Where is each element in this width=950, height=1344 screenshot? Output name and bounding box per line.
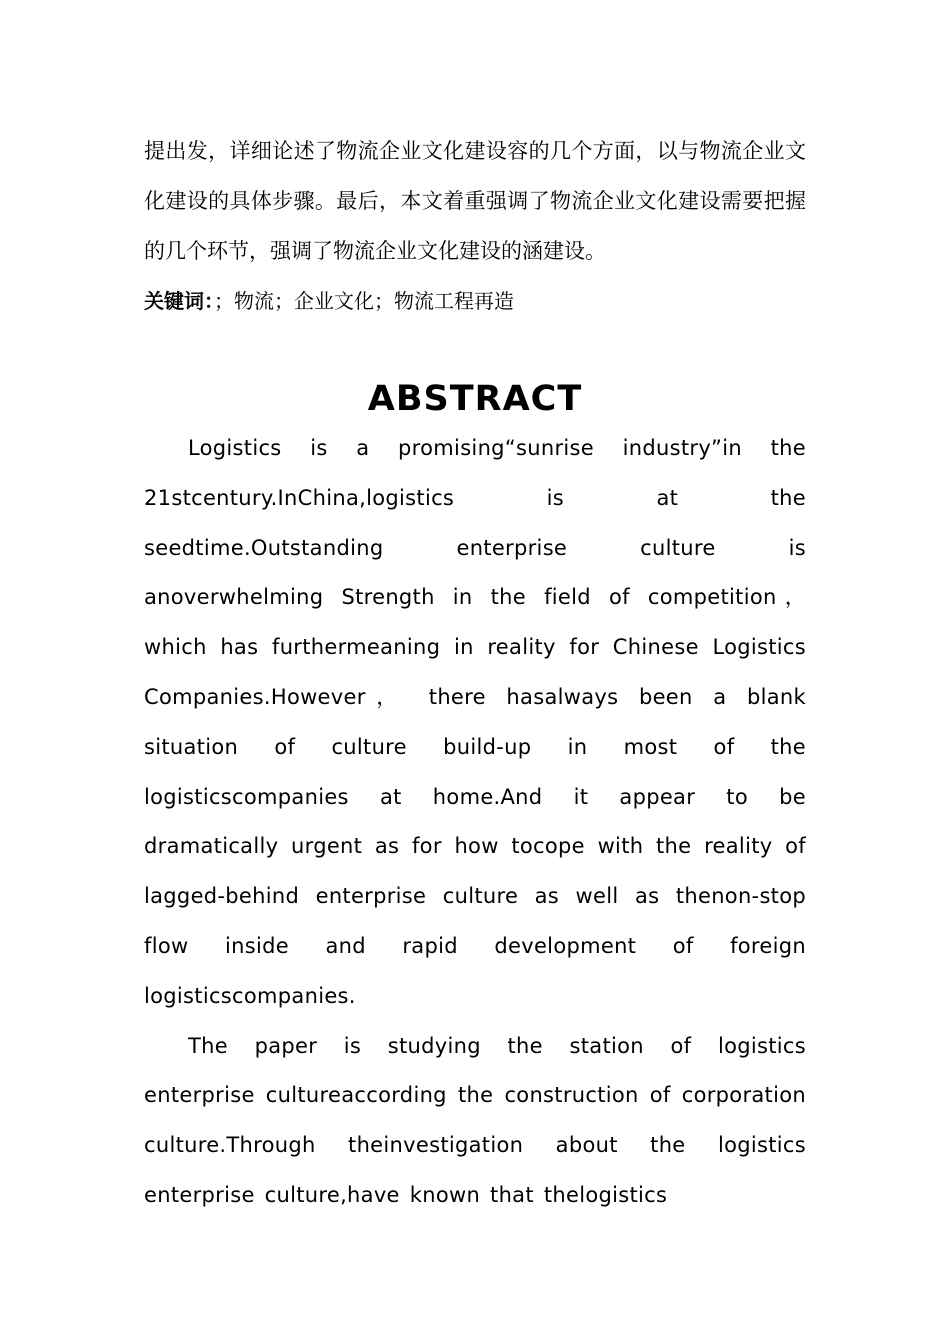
chinese-abstract-body: 提出发，详细论述了物流企业文化建设容的几个方面，以与物流企业文化建设的具体步骤。最后，本文着重强调了物流企业文化建设需要把握的几个环节，强调了物流企业文化建设的涵建设。	[144, 139, 806, 263]
abstract-paragraph-text: Logistics is a promising“sunrise industry”in the 21stcentury.InChina,logistics is at the seedtime.Outstanding enterprise culture is anoverwhelming Strength in the field of competition， which has furthermeaning in reality for Chinese Logistics Companies.However， there hasalways been a blank situation of culture build-up in most of the logisticscompanies at home.And it appear to be dramatically urgent as for how tocope with the reality of lagged-behind enterprise culture as well as thenon-stop flow inside and rapid development of foreign logisticscompanies.	[144, 436, 806, 1008]
abstract-paragraph-text: The paper is studying the station of logistics enterprise cultureaccording the construction of corporation culture.Through theinvestigation about the logistics enterprise culture,have known that thelogistics	[144, 1033, 806, 1207]
keywords-value: ；物流；企业文化；物流工程再造	[214, 289, 514, 313]
abstract-title: ABSTRACT	[367, 379, 583, 419]
keywords-label: 关键词：	[144, 289, 214, 313]
abstract-paragraph	[144, 1022, 806, 1221]
abstract-paragraph	[144, 424, 806, 1022]
keywords-line	[144, 276, 806, 326]
document-page	[144, 126, 806, 1221]
